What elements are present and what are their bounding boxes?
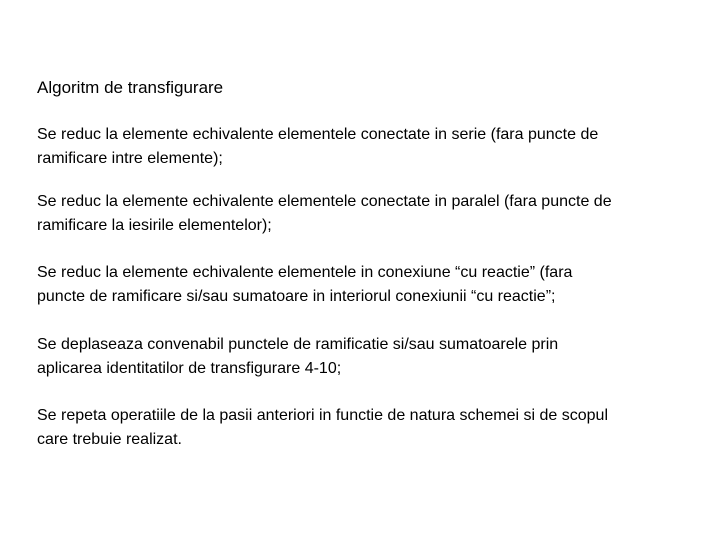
paragraph-line: Se deplaseaza convenabil punctele de ramificatie si/sau sumatoarele prin: [37, 336, 559, 353]
paragraph-line: aplicarea identitatilor de transfigurare 4-10;: [37, 360, 342, 377]
paragraph-line: Se reduc la elemente echivalente elementele in conexiune “cu reactie” (fara: [37, 264, 573, 281]
paragraph-move-points: [37, 333, 697, 381]
paragraph-line: ramificare la iesirile elementelor);: [37, 217, 272, 234]
paragraph-line: puncte de ramificare si/sau sumatoare in interiorul conexiunii “cu reactie”;: [37, 288, 556, 305]
paragraph-series-reduction: [37, 123, 697, 171]
paragraph-line: care trebuie realizat.: [37, 431, 182, 448]
paragraph-line: ramificare intre elemente);: [37, 150, 223, 167]
slide-title: Algoritm de transfigurare: [37, 78, 224, 97]
paragraph-line: Se reduc la elemente echivalente elementele conectate in serie (fara puncte de: [37, 126, 599, 143]
paragraph-parallel-reduction: [37, 190, 697, 238]
paragraph-line: Se reduc la elemente echivalente elementele conectate in paralel (fara puncte de: [37, 193, 612, 210]
paragraph-repeat-steps: [37, 404, 697, 452]
paragraph-feedback-reduction: [37, 261, 697, 309]
paragraph-line: Se repeta operatiile de la pasii anteriori in functie de natura schemei si de scopul: [37, 407, 608, 424]
